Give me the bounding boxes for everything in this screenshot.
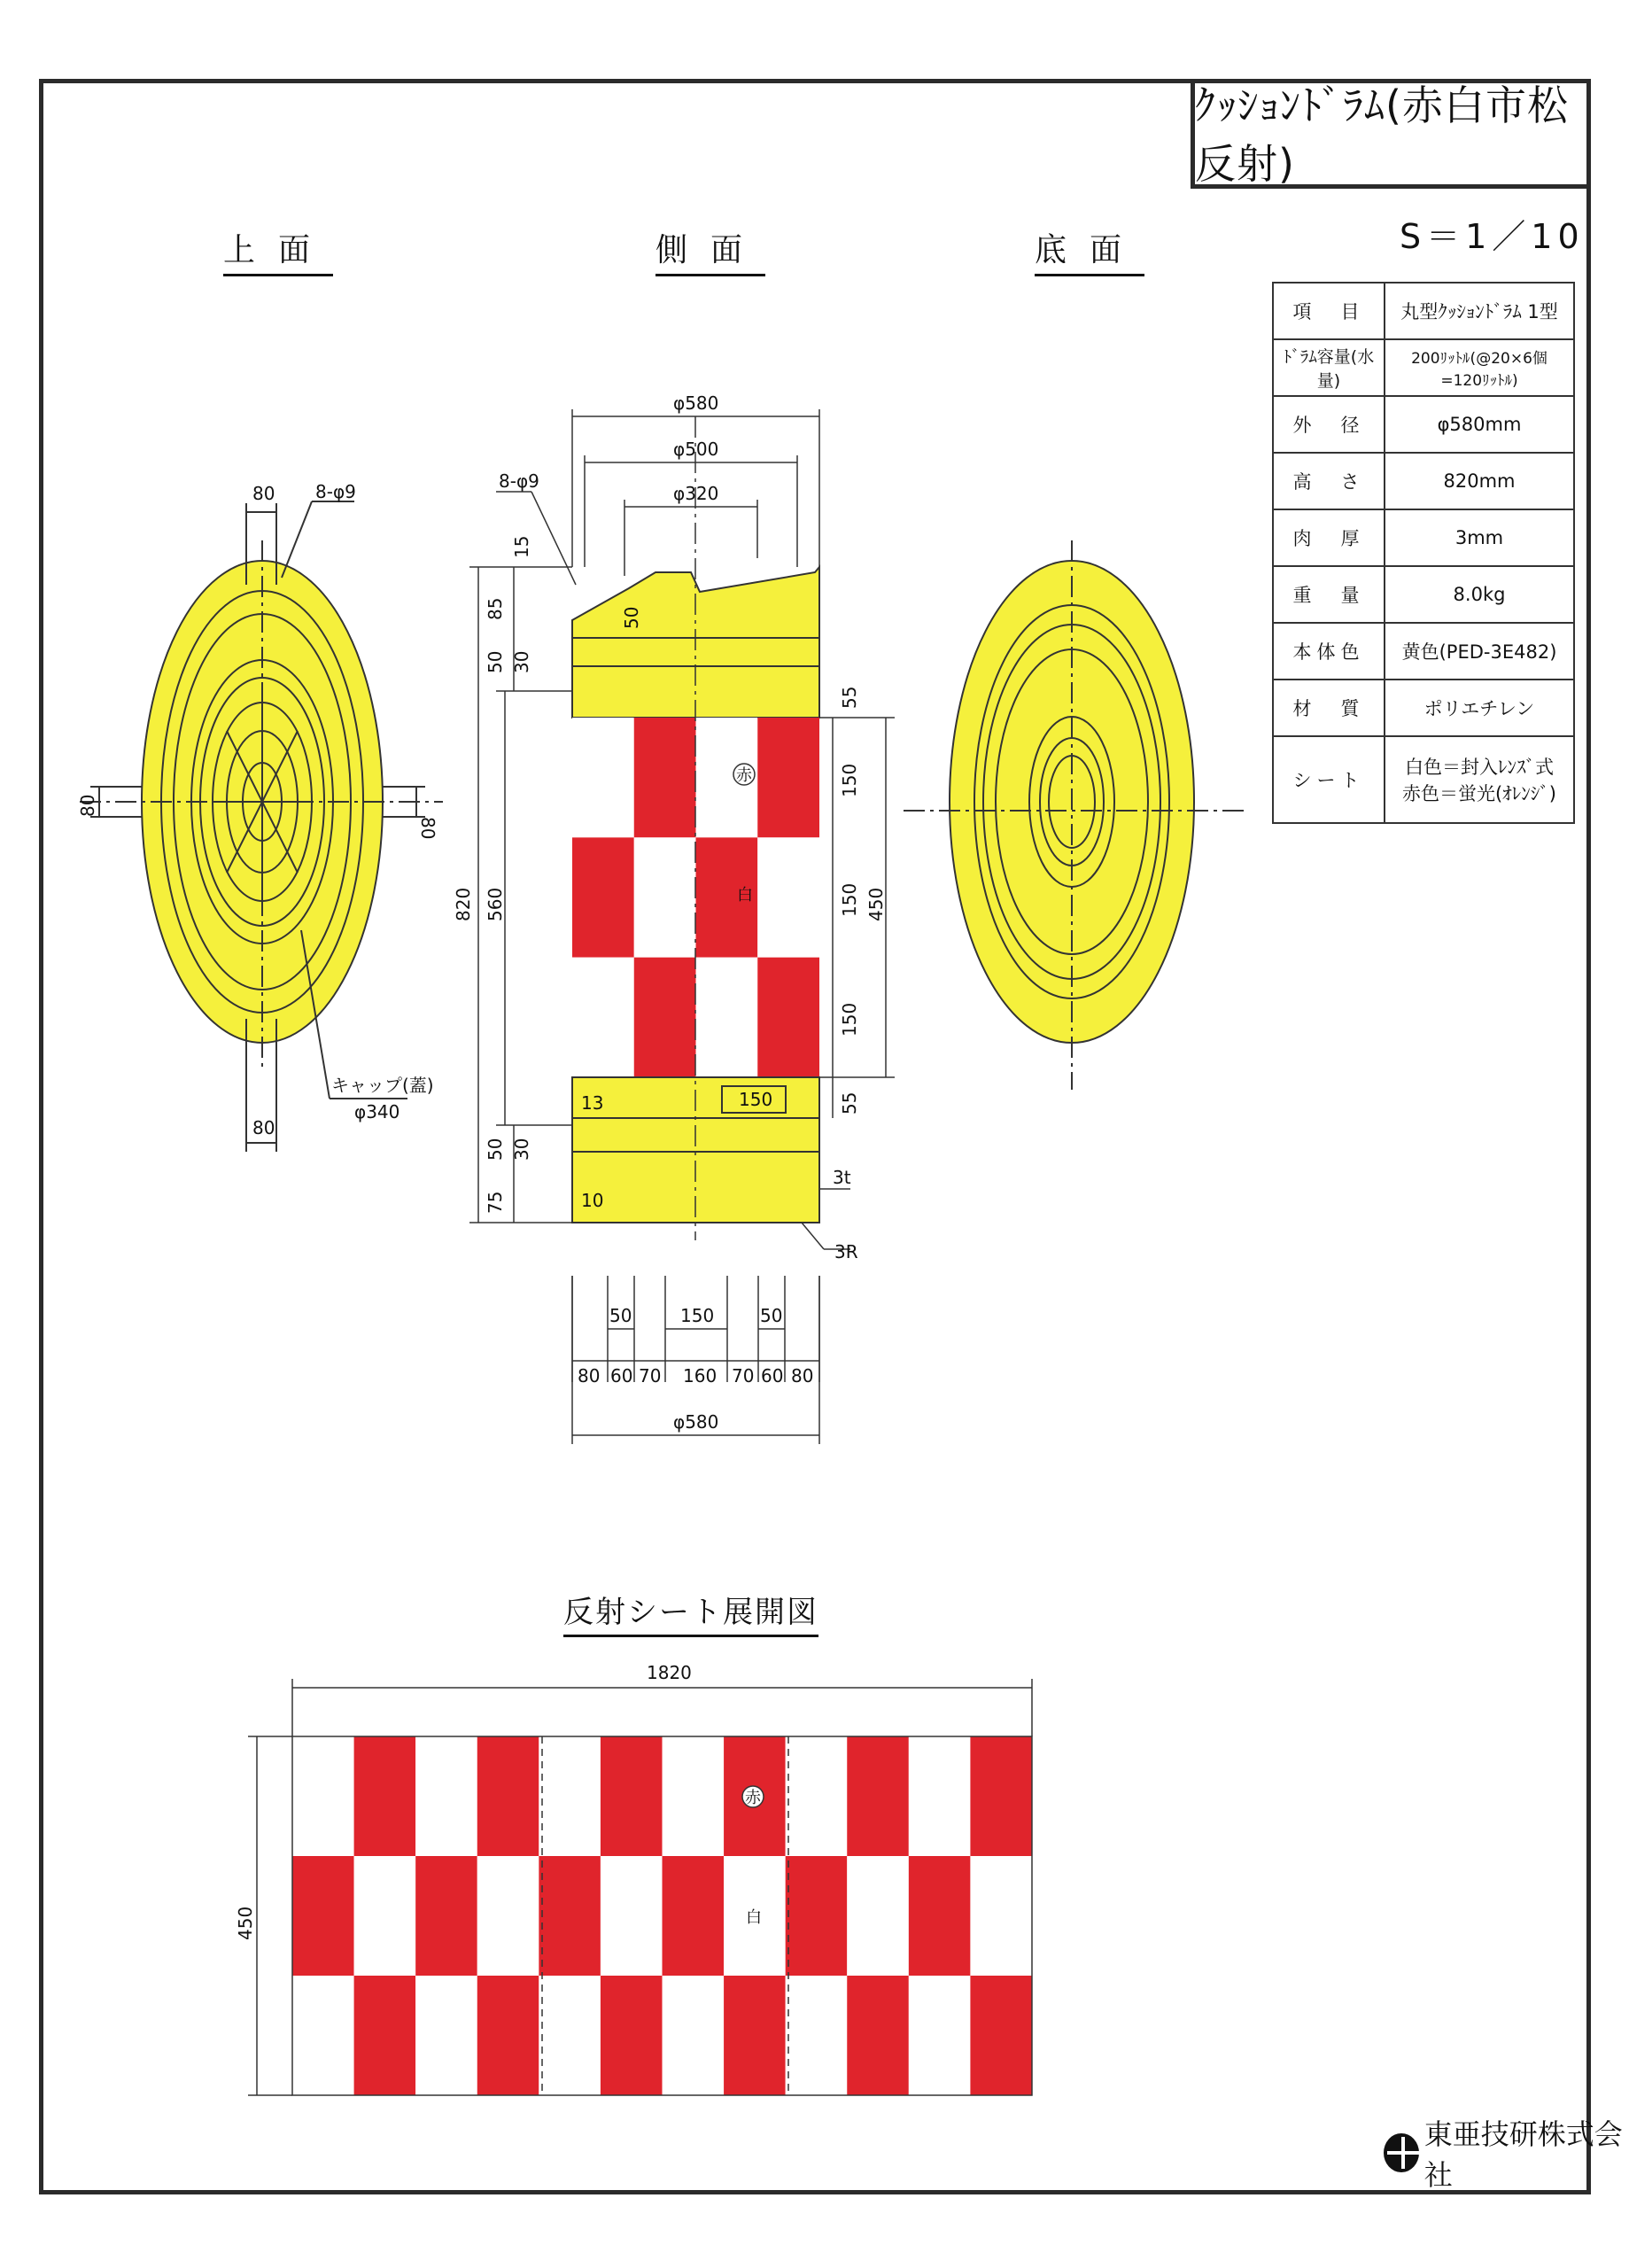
side-dim-50-cap: 50: [621, 606, 642, 629]
spec-row: ﾄﾞﾗﾑ容量(水量) 200ﾘｯﾄﾙ(@20×6個=120ﾘｯﾄﾙ): [1273, 339, 1574, 396]
sheet-checker-cell: [847, 1976, 909, 2095]
top-view: [80, 501, 443, 1152]
side-checker-cell: [572, 837, 634, 957]
sheet-title: 反射シート展開図: [563, 1588, 818, 1637]
bot-dim-50b: 50: [760, 1305, 783, 1326]
side-red-label: 赤: [736, 766, 752, 785]
sheet-checker-cell: [354, 1976, 416, 2095]
side-dim-55a: 55: [839, 686, 860, 709]
side-dim-820: 820: [453, 887, 474, 921]
sheet-checker-cell: [909, 1736, 971, 1856]
side-dim-320: φ320: [673, 483, 719, 504]
sheet-checker-cell: [415, 1976, 477, 2095]
sheet-dim-450: 450: [235, 1906, 256, 1940]
sheet-checker-cell: [292, 1736, 354, 1856]
sheet-checker-cell: [415, 1736, 477, 1856]
sheet-checker-cell: [847, 1736, 909, 1856]
side-dim-150b: 150: [839, 882, 860, 917]
side-dim-50-bot: 50: [485, 1138, 506, 1161]
company-logo: [1384, 2117, 1629, 2192]
side-dim-150c: 150: [839, 1002, 860, 1037]
sheet-checker-cell: [663, 1976, 725, 2095]
spec-row: 項 目 丸型ｸｯｼｮﾝﾄﾞﾗﾑ 1型: [1273, 283, 1574, 339]
side-checker-cell: [634, 718, 696, 837]
sheet-checker-cell: [415, 1856, 477, 1976]
sheet-checker-cell: [539, 1856, 601, 1976]
side-checker-cell: [757, 837, 819, 957]
side-view-label: 側面: [655, 225, 765, 276]
sheet-checker-cell: [786, 1976, 848, 2095]
top-dim-80r: 80: [417, 817, 438, 840]
spec-row: 高 さ 820mm: [1273, 453, 1574, 509]
side-dim-150a: 150: [839, 763, 860, 797]
sheet-checker-cell: [724, 1976, 786, 2095]
scale-label: S＝1／10: [1400, 217, 1585, 256]
sheet-checker-cell: [970, 1856, 1032, 1976]
top-dim-80a: 80: [252, 483, 275, 504]
bot-dim-150: 150: [680, 1305, 715, 1326]
side-dim-30-top: 30: [511, 650, 532, 673]
bot-dim-1: 60: [610, 1365, 633, 1386]
bot-dim-50a: 50: [609, 1305, 632, 1326]
bottom-view-label: 底面: [1035, 225, 1144, 276]
sheet-checker-cell: [601, 1736, 663, 1856]
sheet-checker-cell: [786, 1856, 848, 1976]
side-thickness: 3t: [833, 1167, 851, 1188]
side-tilt-13: 13: [581, 1092, 604, 1114]
side-dim-150w: 150: [739, 1089, 773, 1110]
spec-row: 重 量 8.0kg: [1273, 566, 1574, 623]
side-hole-label: 8-φ9: [499, 470, 539, 492]
side-dim-30-bot: 30: [511, 1138, 532, 1161]
sheet-red-label: 赤: [745, 1789, 761, 1807]
sheet-checker-cell: [663, 1736, 725, 1856]
bot-dim-580: φ580: [673, 1411, 719, 1433]
company-mark-icon: [1384, 2133, 1419, 2172]
bot-dim-6: 80: [791, 1365, 814, 1386]
sheet-dim-1820: 1820: [647, 1662, 692, 1683]
bottom-view: [904, 540, 1249, 1090]
sheet-checker-cell: [909, 1856, 971, 1976]
spec-row: 本体色 黄色(PED-3E482): [1273, 623, 1574, 680]
side-dim-55b: 55: [839, 1091, 860, 1115]
side-tilt-10: 10: [581, 1190, 604, 1211]
cap-label: キャップ(蓋): [331, 1075, 434, 1096]
side-checker-cell: [757, 718, 819, 837]
sheet-checker-cell: [354, 1736, 416, 1856]
bot-dim-3: 160: [683, 1365, 718, 1386]
sheet-checker-cell: [477, 1856, 539, 1976]
sheet-checker-cell: [601, 1856, 663, 1976]
top-hole-label: 8-φ9: [315, 481, 356, 502]
spec-row: 外 径 φ580mm: [1273, 396, 1574, 453]
side-view: [572, 416, 819, 1240]
sheet-white-label: 白: [746, 1908, 762, 1927]
top-dim-80b: 80: [252, 1117, 275, 1138]
sheet-checker-cell: [539, 1736, 601, 1856]
side-dim-85: 85: [485, 597, 506, 620]
sheet-checker-cell: [292, 1976, 354, 2095]
side-dim-500: φ500: [673, 439, 719, 460]
company-name: 東亜技研株式会社: [1423, 2117, 1623, 2192]
reflective-sheet: [292, 1736, 1032, 2095]
sheet-checker-cell: [847, 1856, 909, 1976]
side-checker-cell: [696, 958, 758, 1077]
drawing-title: ｸｯｼｮﾝﾄﾞﾗﾑ(赤白市松反射): [1191, 79, 1591, 189]
spec-row: 材 質 ポリエチレン: [1273, 680, 1574, 736]
side-checker-cell: [572, 718, 634, 837]
sheet-checker-cell: [477, 1736, 539, 1856]
side-checker-cell: [634, 958, 696, 1077]
sheet-checker-cell: [970, 1976, 1032, 2095]
bot-dim-4: 70: [732, 1365, 755, 1386]
side-checker-cell: [757, 958, 819, 1077]
side-dim-50-top: 50: [485, 650, 506, 673]
side-radius: 3R: [834, 1241, 858, 1262]
sheet-checker-cell: [786, 1736, 848, 1856]
top-view-label: 上面: [223, 225, 333, 276]
cap-diameter: φ340: [354, 1101, 400, 1122]
bot-dim-0: 80: [578, 1365, 601, 1386]
spec-row: 肉 厚 3mm: [1273, 509, 1574, 566]
side-checker-cell: [572, 958, 634, 1077]
bot-dim-5: 60: [761, 1365, 784, 1386]
sheet-checker-cell: [292, 1856, 354, 1976]
side-dim-560: 560: [485, 887, 506, 921]
sheet-checker-cell: [539, 1976, 601, 2095]
top-dim-80l: 80: [77, 794, 98, 817]
sheet-checker-cell: [354, 1856, 416, 1976]
sheet-checker-cell: [970, 1736, 1032, 1856]
bot-dim-2: 70: [639, 1365, 662, 1386]
side-dim-450: 450: [865, 887, 887, 921]
sheet-checker-cell: [477, 1976, 539, 2095]
sheet-checker-cell: [601, 1976, 663, 2095]
side-dim-75: 75: [485, 1191, 506, 1214]
spec-row: シート 白色＝封入ﾚﾝｽﾞ式 赤色＝蛍光(ｵﾚﾝｼﾞ): [1273, 736, 1574, 823]
side-dim-580: φ580: [673, 392, 719, 414]
side-white-label: 白: [737, 886, 753, 905]
sheet-checker-cell: [909, 1976, 971, 2095]
side-dim-15: 15: [511, 535, 532, 558]
side-checker-cell: [634, 837, 696, 957]
sheet-checker-cell: [663, 1856, 725, 1976]
